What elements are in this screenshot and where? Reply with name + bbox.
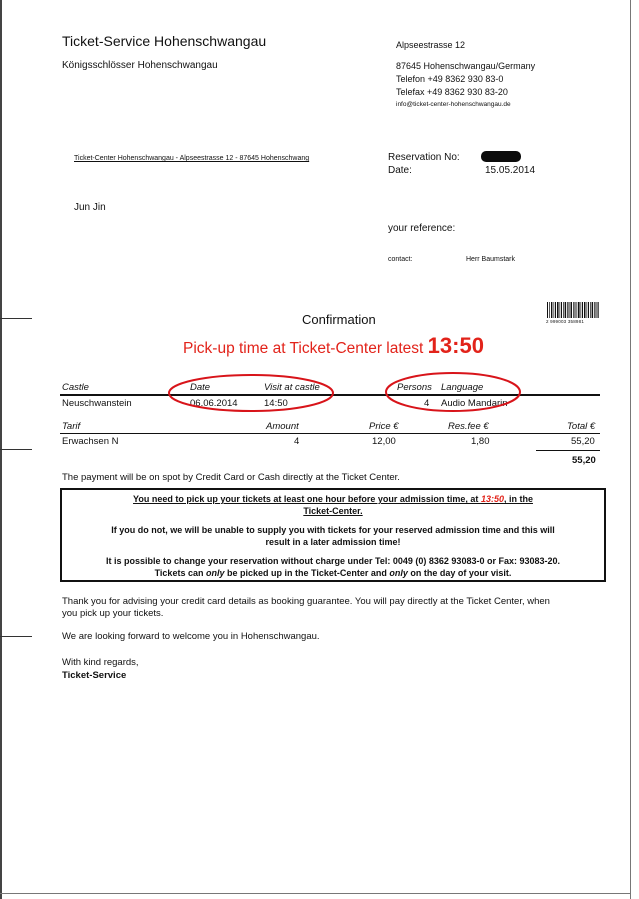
visit-header-rule — [60, 394, 600, 396]
visit-header-date: Date — [190, 382, 211, 393]
redacted-reservation-number — [481, 151, 521, 162]
barcode-image — [547, 302, 599, 318]
notice-line-5: It is possible to change your reservation without charge under Tel: 0049 (0) 8362 93083-0 or Fax: 93083-20. — [106, 556, 560, 566]
visit-header-castle: Castle — [62, 382, 89, 393]
sender-city: 87645 Hohenschwangau/Germany — [396, 61, 536, 71]
visit-header-language: Language — [441, 382, 484, 393]
price-header-tarif: Tarif — [62, 421, 81, 432]
notice-line-6: Tickets can only be picked up in the Ticket-Center and only on the day of your visit. — [154, 568, 512, 578]
contact-name: Herr Baumstark — [466, 256, 516, 263]
sender-street: Alpseestrasse 12 — [396, 40, 466, 50]
barcode-number: 2 999003 358981 — [546, 319, 585, 324]
visit-date: 06.06.2014 — [190, 398, 238, 409]
pickup-headline — [183, 333, 484, 359]
price-resfee: 1,80 — [471, 436, 490, 447]
reservation-date-label: Date: — [388, 165, 412, 176]
reference-label: your reference: — [388, 223, 456, 234]
price-tarif: Erwachsen N — [62, 436, 119, 447]
visit-time: 14:50 — [264, 398, 288, 409]
page-right-edge — [630, 0, 631, 899]
pickup-prefix: Pick-up time at Ticket-Center latest — [183, 340, 424, 357]
notice-pickup-time: 13:50 — [480, 494, 504, 504]
closing-thanks: Thank you for advising your credit card details as booking guarantee. You will pay directly at the Ticket Center, when you pick up your tickets. — [62, 596, 550, 619]
visit-header-persons: Persons — [397, 382, 432, 393]
fold-mark — [0, 449, 32, 450]
closing-forward: We are looking forward to welcome you in Hohenschwangau. — [62, 631, 320, 642]
price-header-resfee: Res.fee € — [448, 421, 489, 432]
notice-line-4: result in a later admission time! — [265, 537, 401, 547]
grand-total: 55,20 — [572, 455, 596, 466]
closing-signature: Ticket-Service — [62, 670, 127, 681]
visit-header-visit: Visit at castle — [264, 382, 320, 393]
sender-fax: Telefax +49 8362 930 83-20 — [396, 87, 508, 97]
price-header-amount: Amount — [266, 421, 299, 432]
fold-mark — [0, 318, 32, 319]
total-rule — [536, 450, 600, 451]
visit-persons: 4 — [424, 398, 430, 409]
recipient-name: Jun Jin — [74, 202, 106, 213]
sender-subtitle: Königsschlösser Hohenschwangau — [62, 60, 218, 71]
reservation-number-label: Reservation No: — [388, 152, 460, 163]
pickup-time: 13:50 — [427, 333, 484, 358]
notice-box — [60, 488, 606, 582]
notice-line-1: You need to pick up your tickets at least one hour before your admission time, at 13:50, in the — [133, 494, 533, 504]
price-header-price: Price € — [369, 421, 399, 432]
confirmation-title: Confirmation — [302, 312, 376, 327]
notice-line-2: Ticket-Center. — [303, 506, 363, 516]
fold-mark — [0, 636, 32, 637]
closing-regards: With kind regards, — [62, 657, 139, 668]
price-header-rule — [60, 433, 600, 434]
price-total: 55,20 — [571, 436, 595, 447]
notice-line-3: If you do not, we will be unable to supply you with tickets for your reserved admission time and this will — [111, 525, 555, 535]
payment-note: The payment will be on spot by Credit Card or Cash directly at the Ticket Center. — [62, 472, 400, 483]
visit-language: Audio Mandarin — [441, 398, 508, 409]
price-amount: 4 — [294, 436, 300, 447]
contact-label: contact: — [388, 256, 413, 263]
page-bottom-edge — [0, 893, 631, 894]
sender-email: info@ticket-center-hohenschwangau.de — [396, 101, 511, 108]
sender-phone: Telefon +49 8362 930 83-0 — [396, 74, 504, 84]
price-header-total: Total € — [567, 421, 596, 432]
visit-castle: Neuschwanstein — [62, 398, 132, 409]
price-price: 12,00 — [372, 436, 396, 447]
reservation-date: 15.05.2014 — [485, 165, 536, 176]
sender-company: Ticket-Service Hohenschwangau — [62, 33, 267, 49]
return-address: Ticket-Center Hohenschwangau - Alpseestrasse 12 - 87645 Hohenschwang — [74, 155, 310, 162]
